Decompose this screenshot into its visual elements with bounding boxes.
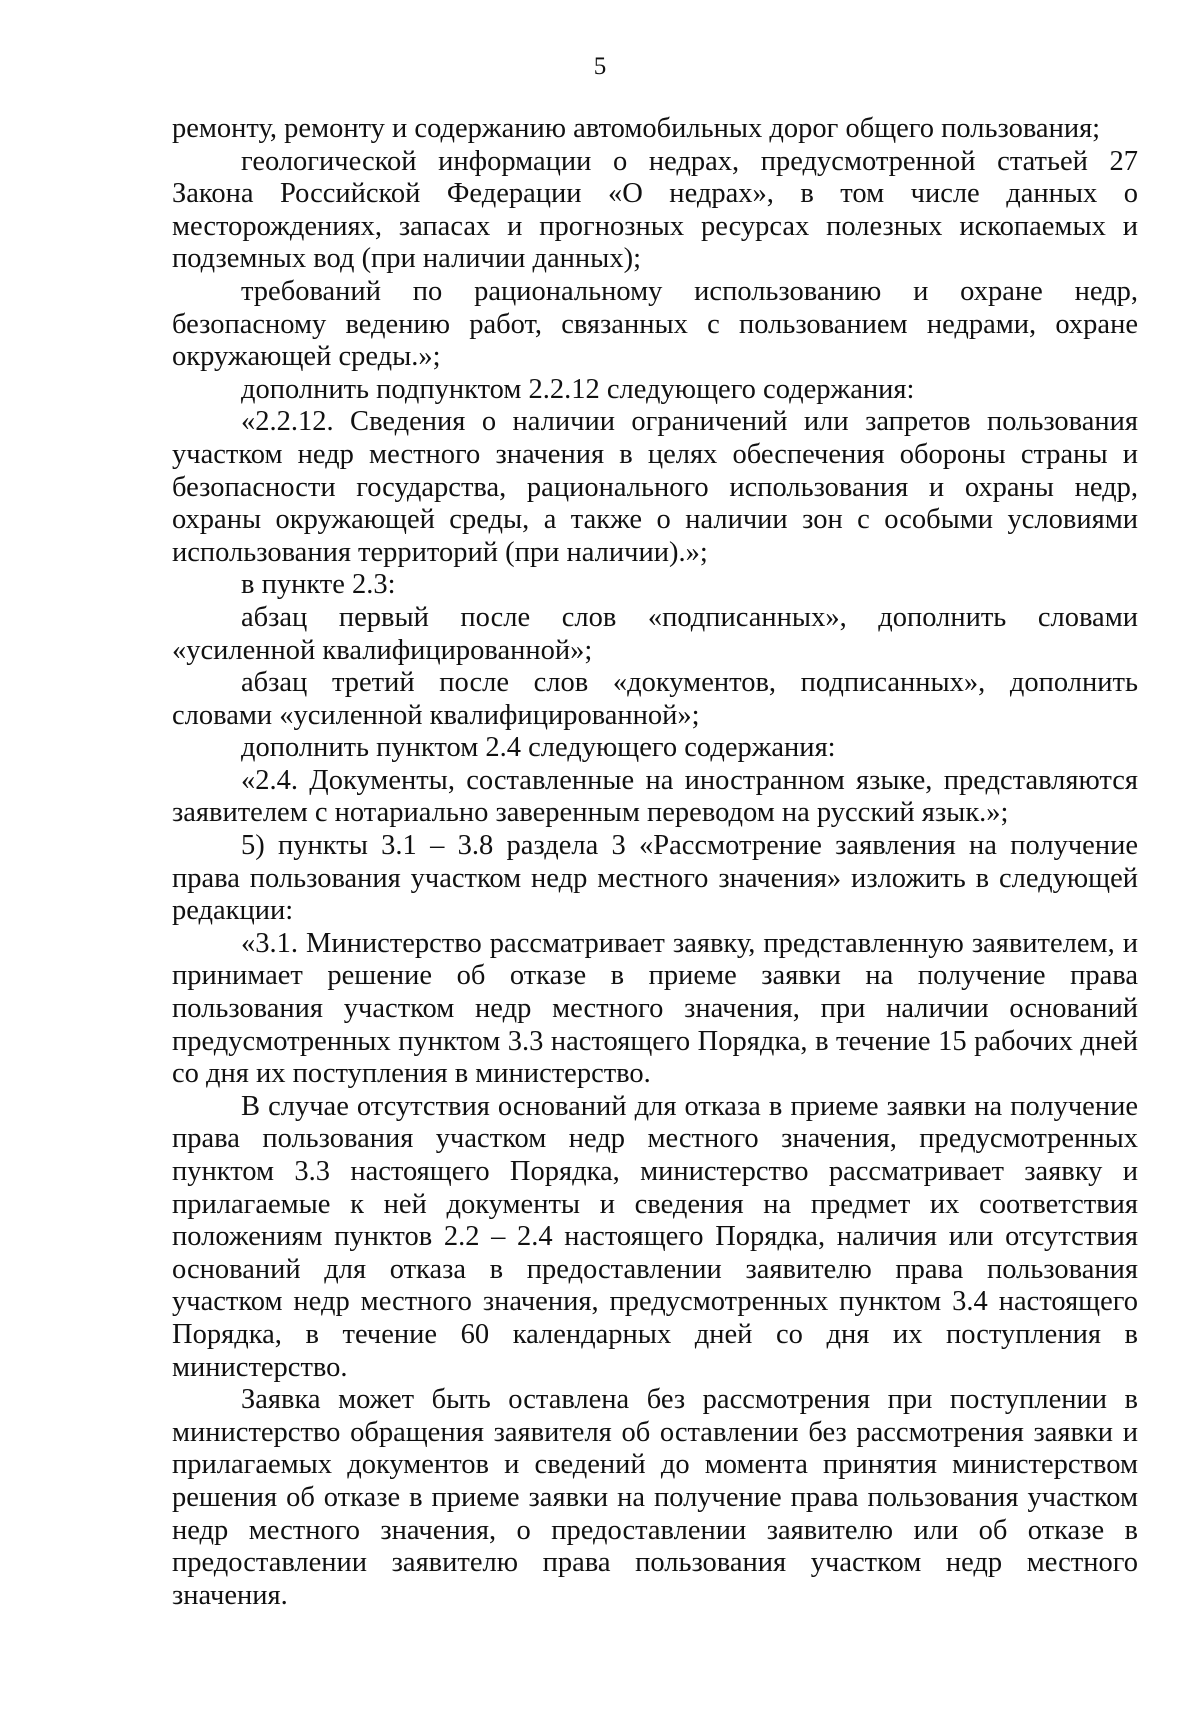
paragraph-review-without-refusal: В случае отсутствия оснований для отказа в приеме заявки на получение права пользования участком недр местного значения, предусмотренных пунктом 3.3 настоящего Порядка, министерство рассматривает заявку и прилагаемые к ней документы и сведения на предмет их соответствия положениям пунктов 2.2 – 2.4 настоящего Порядка, наличия или отсутствия оснований для отказа в предоставлении заявителю права пользования участком недр местного значения, предусмотренных пунктом 3.4 настоящего Порядка, в течение 60 календарных дней со дня их поступления в министерство. bbox=[172, 1090, 1138, 1383]
paragraph-clause-3-1: «3.1. Министерство рассматривает заявку, представленную заявителем, и принимает решение об отказе в приеме заявки на получение права пользования участком недр местного значения, при наличии оснований предусмотренных пунктом 3.3 настоящего Порядка, в течение 15 рабочих дней со дня их поступления в министерство. bbox=[172, 927, 1138, 1090]
paragraph-application-left-unreviewed: Заявка может быть оставлена без рассмотрения при поступлении в министерство обращения заявителя об оставлении без рассмотрения заявки и прилагаемых документов и сведений до момента принятия министерством решения об отказе в приеме заявки на получение права пользования участком недр местного значения, о предоставлении заявителю или об отказе в предоставлении заявителю права пользования участком недр местного значения. bbox=[172, 1384, 1138, 1611]
paragraph-clause-2-4: «2.4. Документы, составленные на иностранном языке, представляются заявителем с нотариально заверенным переводом на русский язык.»; bbox=[172, 764, 1138, 829]
paragraph-add-subclause-2-2-12: дополнить подпунктом 2.2.12 следующего содержания: bbox=[241, 373, 915, 405]
paragraph-geological-information: геологической информации о недрах, предусмотренной статьей 27 Закона Российской Федерации «О недрах», в том числе данных о месторождениях, запасах и прогнозных ресурсах полезных ископаемых и подземных вод (при наличии данных); bbox=[172, 145, 1138, 275]
paragraph-subclause-2-2-12: «2.2.12. Сведения о наличии ограничений или запретов пользования участком недр местного значения в целях обеспечения обороны страны и безопасности государства, рационального использования и охраны недр, охраны окружающей среды, а также о наличии зон с особыми условиями использования территорий (при наличии).»; bbox=[172, 406, 1138, 568]
paragraph-third-abstract-amendment: абзац третий после слов «документов, подписанных», дополнить словами «усиленной квалифицированной»; bbox=[172, 667, 1138, 731]
document-body bbox=[172, 113, 1138, 1612]
paragraph-item-5: 5) пункты 3.1 – 3.8 раздела 3 «Рассмотрение заявления на получение права пользования участком недр местного значения» изложить в следующей редакции: bbox=[172, 830, 1138, 927]
page-number: 5 bbox=[593, 53, 607, 80]
paragraph-continuation: ремонту, ремонту и содержанию автомобильных дорог общего пользования; bbox=[172, 113, 1101, 144]
paragraph-add-clause-2-4: дополнить пунктом 2.4 следующего содержания: bbox=[241, 732, 836, 764]
paragraph-clause-2-3: в пункте 2.3: bbox=[241, 569, 396, 601]
paragraph-subsoil-requirements: требований по рациональному использованию и охране недр, безопасному ведению работ, связанных с пользованием недрами, охране окружающей среды.»; bbox=[172, 275, 1138, 373]
paragraph-first-abstract-amendment: абзац первый после слов «подписанных», дополнить словами «усиленной квалифицированной»; bbox=[172, 601, 1138, 666]
